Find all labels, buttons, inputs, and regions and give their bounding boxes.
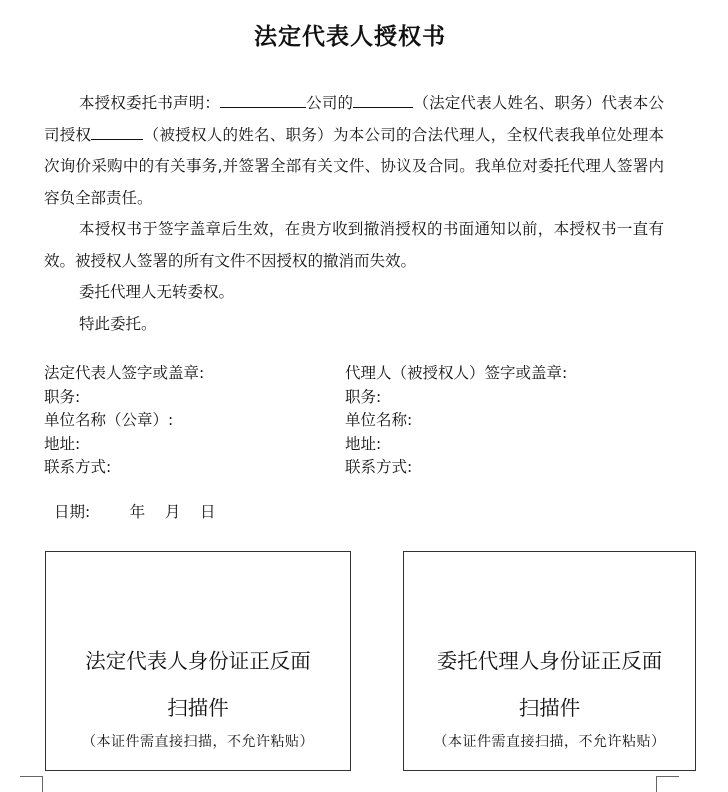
legal-rep-contact-label: 联系方式: — [44, 458, 112, 476]
legal-rep-signature-block — [44, 362, 204, 480]
agent-id-note: （本证件需直接扫描，不允许粘贴） — [433, 734, 666, 750]
closing-paragraph: 特此委托。 — [79, 314, 157, 333]
validity-paragraph: 本授权书于签字盖章后生效，在贵方收到撤消授权的书面通知以前，本授权书一直有效。被授权人签署的所有文件不因授权的撤消而失效。 — [44, 220, 664, 270]
agent-address-label: 地址: — [345, 434, 382, 453]
agent-sign-label: 代理人（被授权人）签字或盖章: — [345, 364, 568, 382]
agent-contact-label: 联系方式: — [345, 458, 413, 476]
legal-rep-id-note: （本证件需直接扫描，不允许粘贴） — [82, 734, 314, 750]
agent-id-scan-box — [403, 551, 696, 771]
legal-rep-id-subtitle: 扫描件 — [167, 696, 229, 720]
agent-id-subtitle: 扫描件 — [518, 696, 581, 720]
company-of-text: 公司的 — [306, 94, 354, 112]
legal-rep-id-title: 法定代表人身份证正反面 — [85, 649, 311, 673]
page-corner-mark-left — [20, 776, 43, 792]
date-line: 日期: 年 月 日 — [54, 503, 216, 521]
agent-unit-label: 单位名称: — [345, 411, 413, 429]
page-corner-mark-right — [656, 776, 679, 792]
declaration-intro: 本授权委托书声明： — [79, 94, 221, 112]
legal-rep-sign-label: 法定代表人签字或盖章: — [44, 364, 205, 382]
authority-text: （被授权人的姓名、职务）为本公司的合法代理人，全权代表我单位处理本次询价采购中的有关事务,并签署全部有关文件、协议及合同。我单位对委托代理人签署内容负全部责任。 — [44, 125, 664, 207]
agent-id-title: 委托代理人身份证正反面 — [436, 649, 663, 673]
legal-rep-id-scan-box — [45, 551, 351, 771]
authorization-body — [44, 88, 664, 340]
legal-rep-unit-label: 单位名称（公章）: — [44, 411, 174, 429]
no-subdelegation-paragraph: 委托代理人无转委权。 — [79, 283, 235, 301]
agent-blank — [91, 121, 143, 140]
document-title: 法定代表人授权书 — [254, 24, 446, 50]
declaration-paragraph — [44, 88, 664, 214]
legal-rep-position-label: 职务: — [44, 387, 81, 406]
company-name-blank — [220, 89, 306, 108]
legal-rep-address-label: 地址: — [44, 434, 81, 453]
legal-rep-blank — [353, 89, 413, 108]
legal-rep-text: （法定代表人姓名、职务）代表本公司授权 — [44, 94, 664, 144]
agent-position-label: 职务: — [345, 387, 382, 406]
agent-signature-block — [345, 362, 567, 480]
